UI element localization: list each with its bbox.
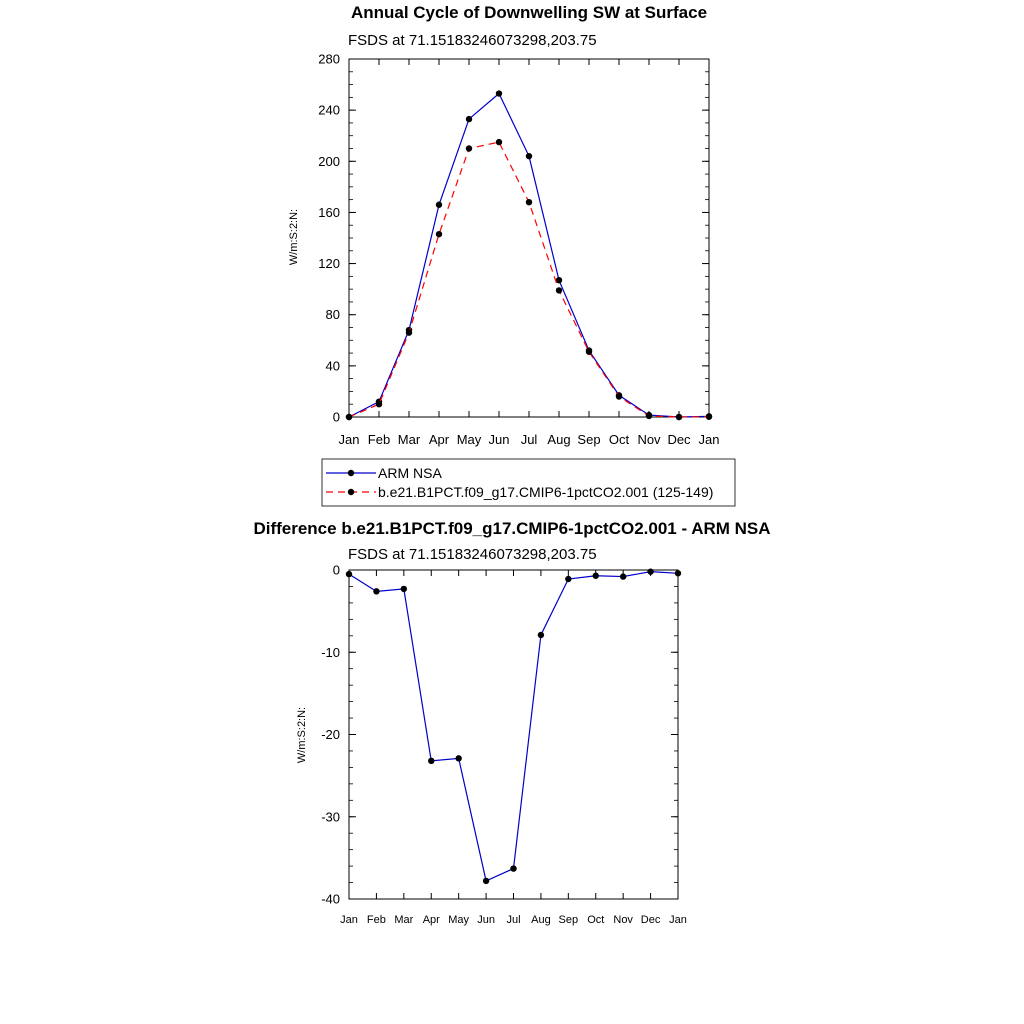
top-chart-ytick-label: 280: [318, 51, 340, 67]
bottom-chart-series: [346, 568, 681, 884]
bottom-chart-xtick-label: May: [448, 914, 470, 926]
bottom-chart-ytick-label: 0: [332, 562, 340, 578]
top-chart-series-1-point: [586, 349, 592, 355]
bottom-chart-xtick-label: Mar: [394, 914, 414, 926]
top-chart-xtick-label: Mar: [397, 432, 421, 447]
bottom-chart-xtick-label: Dec: [640, 914, 661, 926]
top-chart-xtick-label: Jun: [488, 432, 510, 447]
bottom-chart-xtick-label: Aug: [531, 914, 551, 926]
top-chart-ytick-label: 120: [318, 256, 340, 272]
top-chart-series-0-point: [436, 202, 442, 208]
legend-arm-marker: [348, 470, 354, 476]
top-chart-series-1-point: [676, 414, 682, 420]
bottom-chart-frame: [349, 570, 678, 899]
top-chart-series-1-point: [706, 414, 712, 420]
top-chart-frame: [349, 59, 709, 417]
top-chart-series-1-point: [436, 231, 442, 237]
top-chart-xtick-label: Jan: [698, 432, 720, 447]
top-chart-series-1-point: [646, 413, 652, 419]
bottom-chart-xtick-label: Jan: [669, 914, 687, 926]
top-chart-xtick-label: Nov: [637, 432, 661, 447]
top-chart-series-1-point: [496, 139, 502, 145]
bottom-chart-ytick-label: -10: [321, 644, 340, 660]
bottom-chart-ylabel: W/m:S:2:N:: [296, 706, 308, 764]
bottom-chart-series-0-point: [593, 573, 599, 579]
top-chart-xtick-label: May: [456, 432, 482, 447]
bottom-chart-xtick-label: Nov: [613, 914, 633, 926]
bottom-chart-xtick-label: Jul: [506, 914, 521, 926]
top-chart-xtick-label: Feb: [367, 432, 391, 447]
bottom-chart-xtick-label: Apr: [422, 914, 440, 926]
top-chart-series-1-point: [556, 287, 562, 293]
bottom-chart-series-0-point: [647, 568, 653, 574]
top-chart-title: Annual Cycle of Downwelling SW at Surface: [350, 3, 708, 22]
top-chart-series-0-point: [466, 116, 472, 122]
bottom-chart-xtick-label: Jun: [477, 914, 495, 926]
legend: [322, 459, 735, 506]
top-chart-ytick-label: 200: [318, 153, 340, 169]
bottom-chart-title: Difference b.e21.B1PCT.f09_g17.CMIP6-1pctCO2.001 - ARM NSA: [253, 519, 771, 538]
bottom-chart-ticks: [321, 563, 687, 927]
top-chart: [288, 3, 735, 506]
top-chart-xtick-label: Apr: [428, 432, 450, 447]
bottom-chart-series-0-point: [483, 878, 489, 884]
legend-model-marker: [348, 489, 354, 495]
bottom-chart-series-0-point: [428, 758, 434, 764]
bottom-chart-series-0-point: [401, 586, 407, 592]
top-chart-xtick-label: Sep: [577, 432, 601, 447]
top-chart-series-1-point: [526, 199, 532, 205]
top-chart-series-line-1: [349, 142, 709, 417]
top-chart-series-0-point: [496, 90, 502, 96]
bottom-chart-series-0-point: [346, 571, 352, 577]
bottom-chart-ytick-label: -20: [321, 727, 340, 742]
bottom-chart-xtick-label: Oct: [587, 914, 605, 926]
bottom-chart-series-0-point: [373, 588, 379, 594]
bottom-chart-series-0-point: [455, 755, 461, 761]
top-chart-series-0-point: [526, 153, 532, 159]
bottom-chart-xtick-label: Sep: [558, 914, 579, 926]
bottom-chart-series-0-point: [620, 573, 626, 579]
top-chart-ytick-label: 0: [332, 409, 340, 425]
top-chart-ytick-label: 40: [325, 358, 340, 374]
top-chart-series-1-point: [466, 145, 472, 151]
bottom-chart-series-0-point: [675, 570, 681, 576]
bottom-chart-series-line-0: [349, 572, 678, 881]
top-chart-subtitle: FSDS at 71.15183246073298,203.75: [348, 32, 597, 49]
top-chart-ytick-label: 160: [318, 204, 340, 220]
top-chart-series-line-0: [349, 94, 709, 417]
top-chart-ytick-label: 80: [325, 307, 340, 323]
top-chart-series-1-point: [346, 414, 352, 420]
top-chart-xtick-label: Jan: [338, 432, 360, 447]
top-chart-ytick-label: 240: [318, 102, 340, 118]
top-chart-series-1-point: [376, 401, 382, 407]
top-chart-xtick-label: Jul: [520, 432, 538, 447]
bottom-chart: [253, 519, 770, 926]
bottom-chart-ytick-label: -40: [321, 891, 340, 907]
top-chart-xtick-label: Aug: [547, 432, 571, 447]
bottom-chart-series-0-point: [565, 576, 571, 582]
top-chart-xtick-label: Dec: [667, 432, 691, 447]
bottom-chart-ytick-label: -30: [321, 809, 340, 825]
bottom-chart-subtitle: FSDS at 71.15183246073298,203.75: [348, 546, 597, 563]
top-chart-ylabel: W/m:S:2:N:: [288, 208, 300, 266]
bottom-chart-series-0-point: [538, 632, 544, 638]
bottom-chart-series-0-point: [510, 865, 516, 871]
bottom-chart-xtick-label: Feb: [366, 914, 386, 926]
bottom-chart-xtick-label: Jan: [340, 914, 358, 926]
top-chart-series-1-point: [406, 329, 412, 335]
top-chart-ticks: [318, 52, 719, 448]
legend-model-label: b.e21.B1PCT.f09_g17.CMIP6-1pctCO2.001 (125-149): [378, 484, 714, 500]
legend-arm-label: ARM NSA: [378, 465, 442, 481]
top-chart-series-1-point: [616, 393, 622, 399]
top-chart-xtick-label: Oct: [608, 432, 630, 447]
top-chart-series: [346, 90, 712, 420]
